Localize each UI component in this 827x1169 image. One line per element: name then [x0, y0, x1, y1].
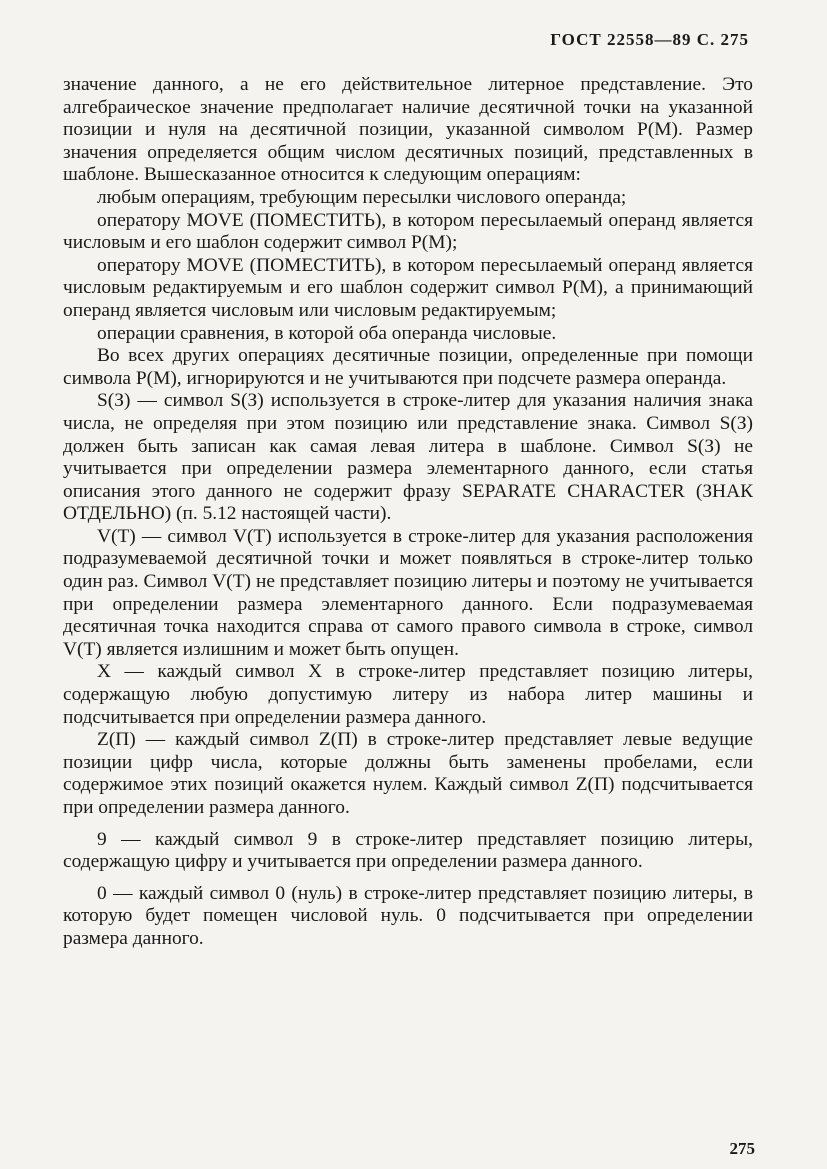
paragraph-symbol-9: 9 — каждый символ 9 в строке-литер представляет позицию литеры, содержащую цифру и учитывается при определении размера данного.	[63, 828, 753, 873]
list-item-move-edited: оператору MOVE (ПОМЕСТИТЬ), в котором пересылаемый операнд является числовым редактируемым и его шаблон содержит символ P(M), а принимающий операнд является числовым или числовым редактируемым;	[63, 254, 753, 321]
running-header: ГОСТ 22558—89 С. 275	[550, 30, 749, 49]
paragraph-symbol-z: Z(П) — каждый символ Z(П) в строке-литер представляет левые ведущие позиции цифр числа, которые должны быть заменены пробелами, если содержимое этих позиций окажется нулем. Каждый символ Z(П) подсчитывается при определении размера данного.	[63, 729, 753, 818]
paragraph-continuation: значение данного, а не его действительное литерное представление. Это алгебраическое значение предполагает наличие десятичной точки на указанной позиции и нуля на десятичной позиции, указанной символом P(M). Размер значения определяется общим числом десятичных позиций, представленных в шаблоне. Вышесказанное относится к следующим операциям:	[63, 74, 753, 186]
page-number: 275	[729, 1139, 755, 1158]
list-item-numeric-move: любым операциям, требующим пересылки числового операнда;	[97, 186, 627, 208]
paragraph-symbol-s: S(З) — символ S(З) используется в строке-литер для указания наличия знака числа, не определяя при этом позицию или представление знака. Символ S(З) должен быть записан как самая левая литера в шаблоне. Символ S(З) не учитывается при определении размера элементарного данного, если статья описания этого данного не содержит фразу SEPARATE CHARACTER (ЗНАК ОТДЕЛЬНО) (п. 5.12 настоящей части).	[63, 390, 753, 525]
paragraph-symbol-0: 0 — каждый символ 0 (нуль) в строке-литер представляет позицию литеры, в которую будет помещен числовой нуль. 0 подсчитывается при определении размера данного.	[63, 882, 753, 949]
paragraph-other-operations: Во всех других операциях десятичные позиции, определенные при помощи символа P(M), игнорируются и не учитываются при подсчете размера операнда.	[63, 345, 753, 389]
body-text	[63, 74, 753, 951]
paragraph-symbol-x: X — каждый символ X в строке-литер представляет позицию литеры, содержащую любую допустимую литеру из набора литер машины и подсчитывается при определении размера данного.	[63, 661, 753, 728]
list-item-comparison: операции сравнения, в которой оба операнда числовые.	[97, 322, 557, 344]
paragraph-symbol-v: V(T) — символ V(T) используется в строке-литер для указания расположения подразумеваемой десятичной точки и может появляться в строке-литер только один раз. Символ V(T) не представляет позицию литеры и поэтому не учитывается при определении размера элементарного данного. Если подразумеваемая десятичная точка находится справа от самого правого символа в строке, символ V(T) является излишним и может быть опущен.	[63, 525, 753, 660]
list-item-move-numeric: оператору MOVE (ПОМЕСТИТЬ), в котором пересылаемый операнд является числовым и его шаблон содержит символ P(M);	[63, 209, 753, 254]
